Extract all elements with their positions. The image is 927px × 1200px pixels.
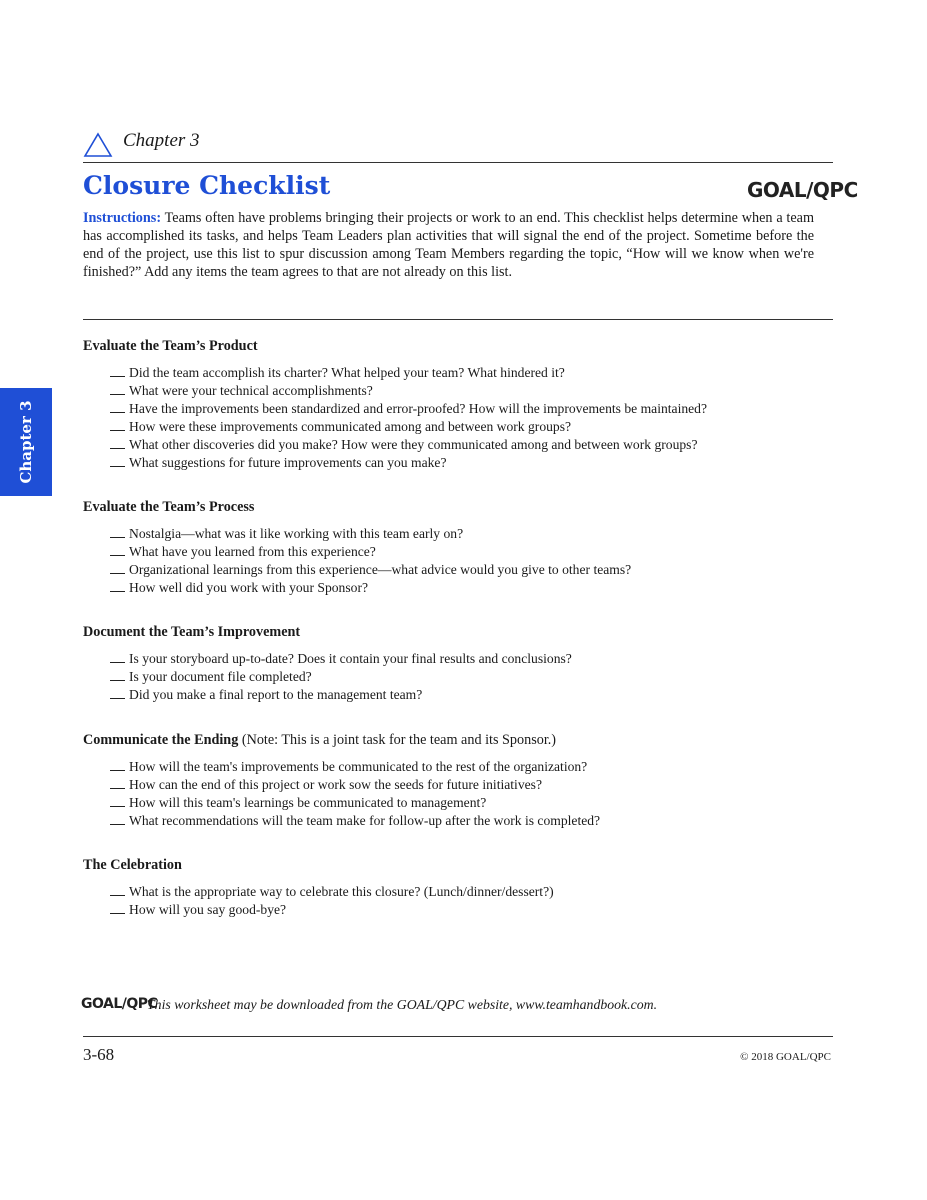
checklist bbox=[110, 650, 823, 704]
checkbox-blank[interactable] bbox=[110, 758, 125, 771]
section-heading: The Celebration bbox=[83, 857, 182, 873]
checklist-item[interactable]: Have the improvements been standardized and error-proofed? How will the improvements be maintained? bbox=[110, 400, 823, 418]
section-heading: Evaluate the Team’s Process bbox=[83, 499, 255, 515]
instructions bbox=[83, 209, 814, 281]
checklist-item[interactable]: How will the team's improvements be communicated to the rest of the organization? bbox=[110, 758, 823, 776]
section-communicate-ending bbox=[83, 731, 823, 830]
triangle-icon bbox=[83, 132, 113, 158]
checkbox-blank[interactable] bbox=[110, 650, 125, 663]
instructions-body: Teams often have problems bringing their projects or work to an end. This checklist helps determine when a team has accomplished its tasks, and helps Team Leaders plan activities that will signal the end of the project. Sometime before the end of the project, use this list to spur discussion among Team Members regarding the topic, “How will we know when we're finished?” Add any items the team agrees to that are not already on this list. bbox=[83, 210, 815, 280]
chapter-label: Chapter 3 bbox=[123, 130, 200, 151]
checkbox-blank[interactable] bbox=[110, 794, 125, 807]
footer-note bbox=[81, 996, 821, 1016]
goalqpc-logo-small: GOAL/QPC bbox=[81, 996, 158, 1012]
copyright: © 2018 GOAL/QPC bbox=[740, 1051, 831, 1063]
checklist bbox=[110, 883, 823, 919]
page-title: Closure Checklist bbox=[83, 171, 331, 200]
checkbox-blank[interactable] bbox=[110, 364, 125, 377]
checklist bbox=[110, 758, 823, 830]
checkbox-blank[interactable] bbox=[110, 382, 125, 395]
checkbox-blank[interactable] bbox=[110, 454, 125, 467]
checklist bbox=[110, 525, 823, 597]
instructions-divider bbox=[83, 319, 833, 320]
checklist-item[interactable]: What recommendations will the team make for follow-up after the work is completed? bbox=[110, 812, 823, 830]
checkbox-blank[interactable] bbox=[110, 579, 125, 592]
checklist bbox=[110, 364, 823, 472]
checklist-item[interactable]: How well did you work with your Sponsor? bbox=[110, 579, 823, 597]
checkbox-blank[interactable] bbox=[110, 543, 125, 556]
checklist-item[interactable]: What other discoveries did you make? How were they communicated among and between work groups? bbox=[110, 436, 823, 454]
footer-divider bbox=[83, 1036, 833, 1037]
section-evaluate-process bbox=[83, 498, 823, 597]
checklist-item[interactable]: How were these improvements communicated among and between work groups? bbox=[110, 418, 823, 436]
goalqpc-logo: GOAL/QPC bbox=[747, 178, 858, 202]
checkbox-blank[interactable] bbox=[110, 812, 125, 825]
checkbox-blank[interactable] bbox=[110, 901, 125, 914]
side-tab-label: Chapter 3 bbox=[17, 400, 35, 484]
checklist-item[interactable]: What is the appropriate way to celebrate this closure? (Lunch/dinner/dessert?) bbox=[110, 883, 823, 901]
checkbox-blank[interactable] bbox=[110, 400, 125, 413]
checklist-item[interactable]: Did the team accomplish its charter? What helped your team? What hindered it? bbox=[110, 364, 823, 382]
chapter-side-tab[interactable] bbox=[0, 388, 52, 496]
checkbox-blank[interactable] bbox=[110, 668, 125, 681]
checklist-item[interactable]: Is your storyboard up-to-date? Does it contain your final results and conclusions? bbox=[110, 650, 823, 668]
checkbox-blank[interactable] bbox=[110, 561, 125, 574]
checklist-item[interactable]: What were your technical accomplishments? bbox=[110, 382, 823, 400]
checklist-item[interactable]: How will you say good-bye? bbox=[110, 901, 823, 919]
section-heading: Document the Team’s Improvement bbox=[83, 624, 301, 640]
section-evaluate-product bbox=[83, 337, 823, 472]
page-number: 3-68 bbox=[83, 1045, 115, 1064]
chapter-header bbox=[83, 130, 833, 162]
checklist-item[interactable]: Organizational learnings from this experience—what advice would you give to other teams? bbox=[110, 561, 823, 579]
checkbox-blank[interactable] bbox=[110, 436, 125, 449]
checkbox-blank[interactable] bbox=[110, 883, 125, 896]
checkbox-blank[interactable] bbox=[110, 525, 125, 538]
checklist-item[interactable]: Is your document file completed? bbox=[110, 668, 823, 686]
section-celebration bbox=[83, 856, 823, 919]
checklist-item[interactable]: How can the end of this project or work sow the seeds for future initiatives? bbox=[110, 776, 823, 794]
footer-text: This worksheet may be downloaded from the GOAL/QPC website, www.teamhandbook.com. bbox=[147, 997, 658, 1012]
checklist-item[interactable]: What suggestions for future improvements can you make? bbox=[110, 454, 823, 472]
header-divider bbox=[83, 162, 833, 163]
checkbox-blank[interactable] bbox=[110, 686, 125, 699]
checkbox-blank[interactable] bbox=[110, 418, 125, 431]
section-document-improvement bbox=[83, 623, 823, 704]
checklist-item[interactable]: How will this team's learnings be communicated to management? bbox=[110, 794, 823, 812]
section-heading: Communicate the Ending (Note: This is a joint task for the team and its Sponsor.) bbox=[83, 732, 557, 748]
instructions-lead: Instructions: bbox=[83, 210, 162, 226]
section-heading: Evaluate the Team’s Product bbox=[83, 338, 258, 354]
checkbox-blank[interactable] bbox=[110, 776, 125, 789]
checklist-item[interactable]: Did you make a final report to the management team? bbox=[110, 686, 823, 704]
checklist-item[interactable]: What have you learned from this experience? bbox=[110, 543, 823, 561]
checklist-item[interactable]: Nostalgia—what was it like working with this team early on? bbox=[110, 525, 823, 543]
